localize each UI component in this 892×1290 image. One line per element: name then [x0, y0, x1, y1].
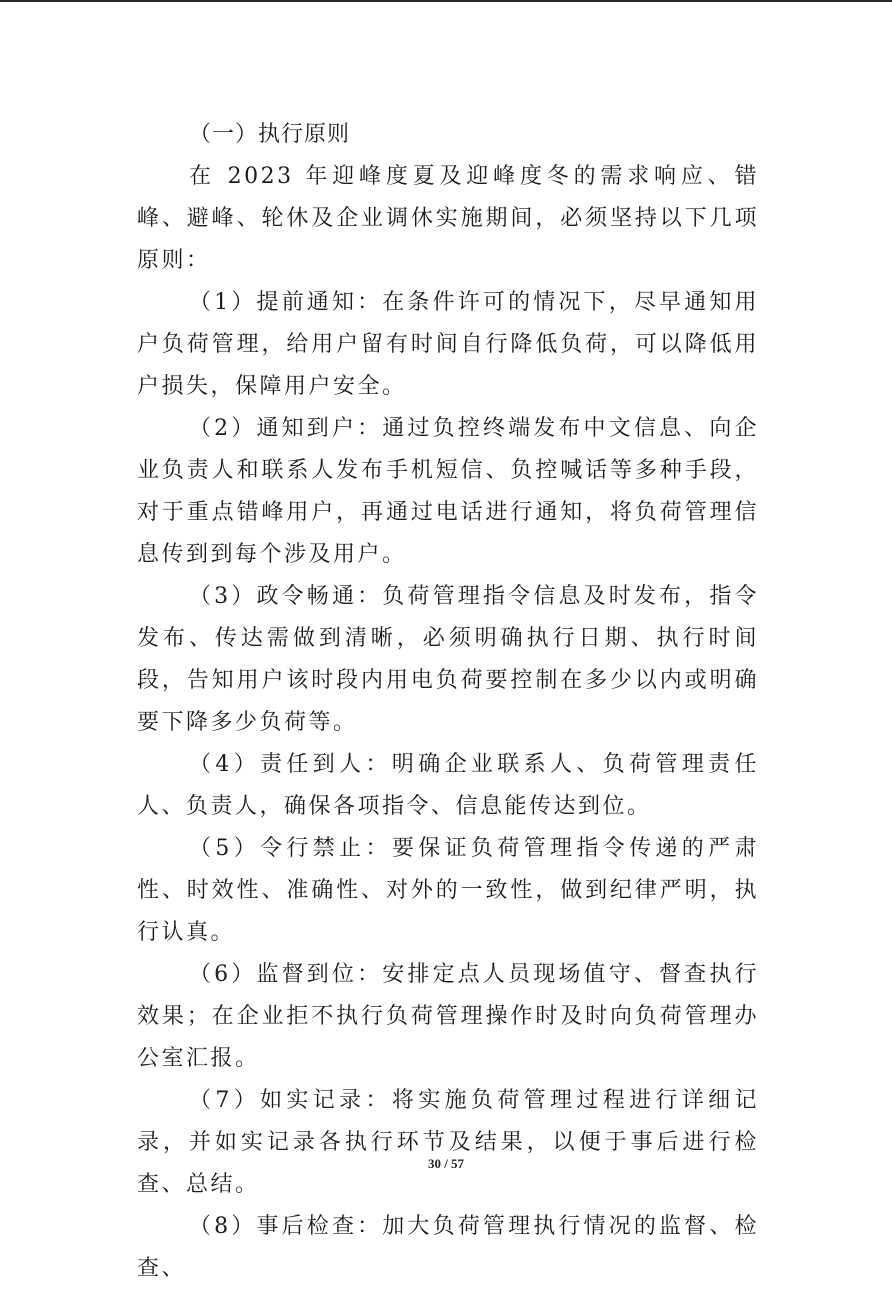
principle-8-post-inspection: （8）事后检查：加大负荷管理执行情况的监督、检查、 [137, 1214, 759, 1281]
section-heading: （一）执行原则 [189, 122, 351, 147]
principle-2-notify-households: （2）通知到户：通过负控终端发布中文信息、向企业负责人和联系人发布手机短信、负控喊话等多种手段，对于重点错峰用户，再通过电话进行通知，将负荷管理信息传到到每个涉及用户。 [137, 416, 759, 567]
principle-1-advance-notice: （1）提前通知：在条件许可的情况下，尽早通知用户负荷管理，给用户留有时间自行降低负荷，可以降低用户损失，保障用户安全。 [137, 290, 759, 399]
principle-5-strict-discipline: （5）令行禁止：要保证负荷管理指令传递的严肃性、时效性、准确性、对外的一致性，做到纪律严明，执行认真。 [137, 836, 759, 945]
principle-4-responsibility: （4）责任到人：明确企业联系人、负荷管理责任人、负责人，确保各项指令、信息能传达到位。 [137, 752, 759, 819]
intro-paragraph: 在 2023 年迎峰度夏及迎峰度冬的需求响应、错峰、避峰、轮休及企业调休实施期间，必须坚持以下几项原则： [137, 164, 759, 273]
document-body [137, 114, 759, 1290]
top-border-line [0, 0, 892, 2]
principle-7-faithful-records: （7）如实记录：将实施负荷管理过程进行详细记录，并如实记录各执行环节及结果，以便于事后进行检查、总结。 [137, 1088, 759, 1197]
principle-3-smooth-orders: （3）政令畅通：负荷管理指令信息及时发布，指令发布、传达需做到清晰，必须明确执行日期、执行时间段，告知用户该时段内用电负荷要控制在多少以内或明确要下降多少负荷等。 [137, 584, 759, 735]
page-number: 30 / 57 [427, 1156, 465, 1171]
principle-6-supervision: （6）监督到位：安排定点人员现场值守、督查执行效果；在企业拒不执行负荷管理操作时及时向负荷管理办公室汇报。 [137, 962, 759, 1071]
